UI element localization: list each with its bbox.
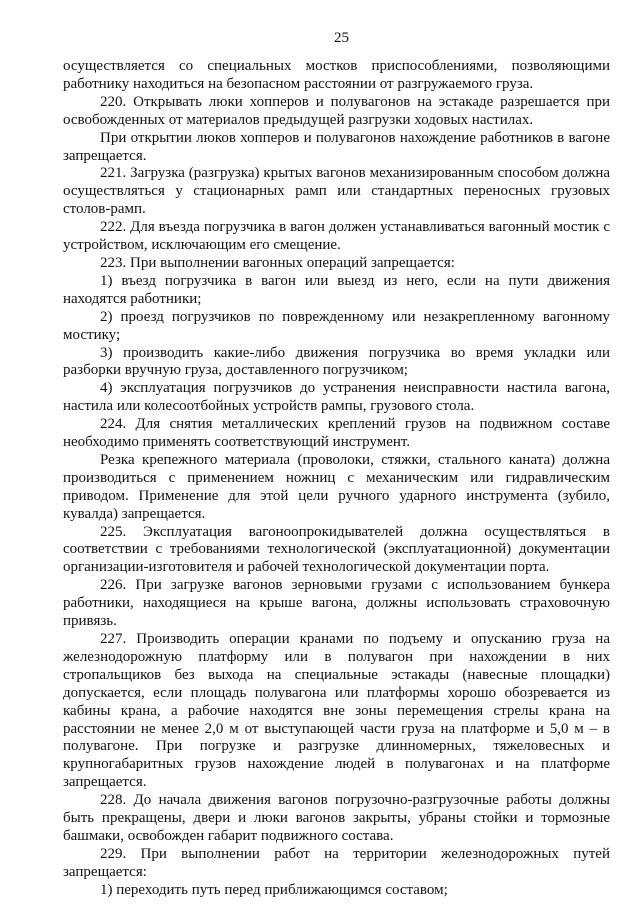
paragraph-229: 229. При выполнении работ на территории железнодорожных путей запрещается:: [63, 845, 610, 880]
paragraph-223: 223. При выполнении вагонных операций запрещается:: [100, 254, 455, 271]
paragraph-continuation: осуществляется со специальных мостков приспособлениями, позволяющими работнику находиться на безопасном расстоянии от разгружаемого груза.: [63, 58, 610, 92]
paragraph-224-note: Резка крепежного материала (проволоки, стяжки, стального каната) должна производиться с применением ножниц с механическим или гидравлическим приводом. Применение для этой цели ручного ударного инструмента (зубило, кувалда) запрещается.: [63, 451, 610, 522]
list-item-223-4: 4) эксплуатация погрузчиков до устранения неисправности настила вагона, настила или колесоотбойных устройств рампы, грузового стола.: [63, 380, 610, 415]
list-item-223-2: 2) проезд погрузчиков по поврежденному или незакрепленному вагонному мостику;: [63, 308, 610, 343]
paragraph-224: 224. Для снятия металлических креплений грузов на подвижном составе необходимо применять соответствующий инструмент.: [63, 416, 610, 451]
paragraph-221: 221. Загрузка (разгрузка) крытых вагонов механизированным способом должна осуществляться у стационарных рамп или стандартных переносных грузовых столов-рамп.: [63, 165, 610, 218]
paragraph-226: 226. При загрузке вагонов зерновыми грузами с использованием бункера работники, находящиеся на крыше вагона, должны использовать страховочную привязь.: [63, 577, 610, 630]
list-item-223-1: 1) въезд погрузчика в вагон или выезд из него, если на пути движения находятся работники;: [63, 272, 610, 307]
list-item-229-1: 1) переходить путь перед приближающимся составом;: [100, 881, 448, 898]
paragraph-225: 225. Эксплуатация вагоноопрокидывателей должна осуществляться в соответствии с требованиями технологической (эксплуатационной) документации организации-изготовителя и рабочей технологической документации порта.: [63, 523, 610, 576]
paragraph-227: 227. Производить операции кранами по подъему и опусканию груза на железнодорожную платформу или в полувагон при нахождении в них стропальщиков без выхода на специальные эстакады (навесные площадки) допускается, если площадь полувагона или платформы хорошо обозревается из кабины крана, а рабочие находятся вне зоны перемещения стрелы крана на расстоянии не менее 2,0 м от выступающей части груза на платформе и 5,0 м – в полувагоне. При погрузке и разгрузке длинномерных, тяжеловесных и крупногабаритных грузов нахождение людей в полувагонах и на платформе запрещается.: [63, 631, 610, 791]
document-body: [63, 58, 610, 900]
paragraph-222: 222. Для въезда погрузчика в вагон должен устанавливаться вагонный мостик с устройством, исключающим его смещение.: [63, 219, 610, 254]
paragraph-220: 220. Открывать люки хопперов и полувагонов на эстакаде разрешается при освобожденных от материалов предыдущей разгрузки ходовых настилах.: [63, 93, 610, 128]
list-item-223-3: 3) производить какие-либо движения погрузчика во время укладки или разборки вручную груза, доставленного погрузчиком;: [63, 344, 610, 379]
paragraph-228: 228. До начала движения вагонов погрузочно-разгрузочные работы должны быть прекращены, двери и люки вагонов закрыты, убраны стойки и тормозные башмаки, освобожден габарит подвижного состава.: [63, 792, 610, 844]
paragraph-220-note: При открытии люков хопперов и полувагонов нахождение работников в вагоне запрещается.: [63, 129, 610, 164]
page-number: 25: [334, 30, 349, 46]
